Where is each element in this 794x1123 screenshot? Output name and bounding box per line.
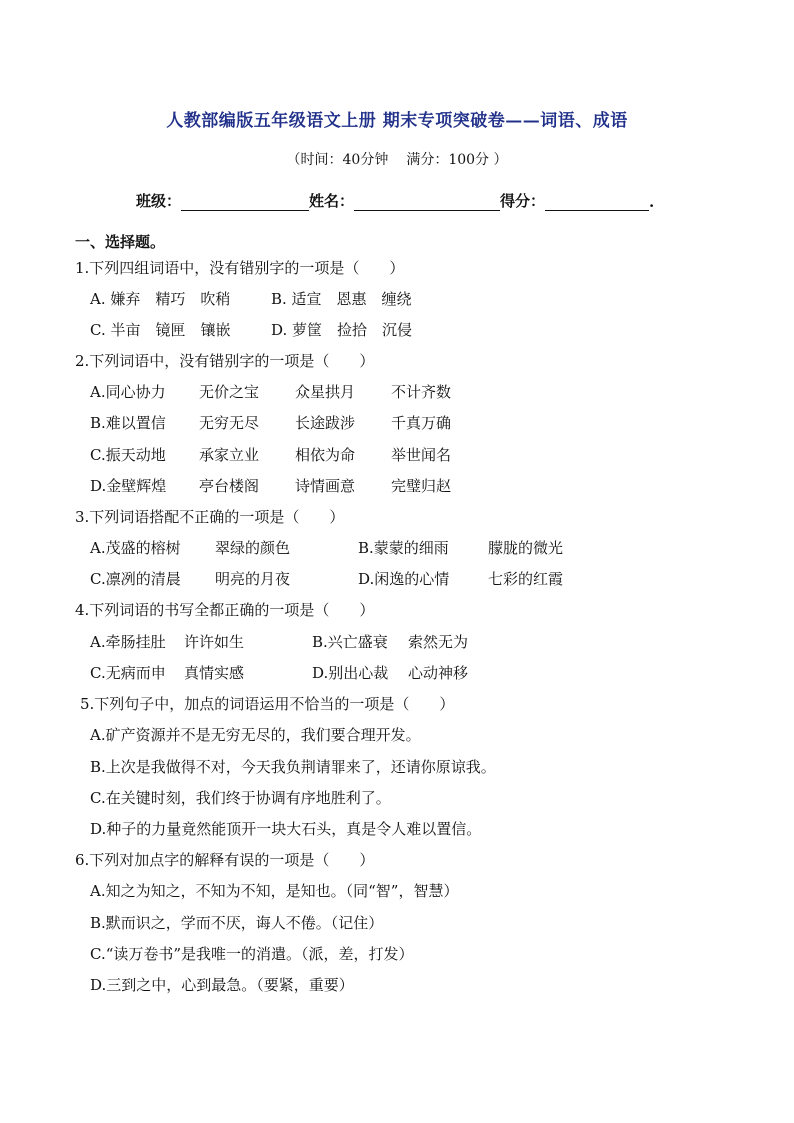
- question-1-stem: 1.下列四组词语中，没有错别字的一项是（ ）: [75, 259, 405, 277]
- class-label: 班级：: [136, 192, 182, 210]
- option-d[interactable]: D. 萝筐 捡拾 沉侵: [271, 321, 413, 339]
- option-d[interactable]: D.别出心裁: [312, 664, 389, 682]
- option-a[interactable]: A.矿产资源并不是无穷无尽的，我们要合理开发。: [90, 726, 421, 744]
- full-score: 满分：100分 ）: [406, 152, 508, 168]
- time-limit: （时间：40分钟: [286, 152, 389, 168]
- option-word: 无穷无尽: [199, 414, 260, 432]
- student-info-row: [136, 190, 654, 211]
- option-word: 千真万确: [391, 414, 452, 432]
- option-word: 许许如生: [184, 633, 245, 651]
- option-word: 承家立业: [199, 446, 260, 464]
- option-word: 举世闻名: [391, 446, 452, 464]
- option-word: 众星拱月: [295, 383, 356, 401]
- question-6-stem: 6.下列对加点字的解释有误的一项是（ ）: [75, 851, 375, 869]
- option-a[interactable]: A.知之为知之，不知为不知，是知也。（同“智”，智慧）: [90, 882, 459, 900]
- end-mark: .: [649, 193, 655, 211]
- question-3-stem: 3.下列词语搭配不正确的一项是（ ）: [75, 508, 345, 526]
- option-b[interactable]: B.蒙蒙的细雨: [358, 539, 449, 557]
- score-blank[interactable]: [545, 192, 649, 211]
- option-a[interactable]: A.同心协力: [90, 383, 166, 401]
- name-label: 姓名：: [309, 192, 355, 210]
- option-word: 心动神移: [408, 664, 469, 682]
- option-word: 不计齐数: [391, 383, 452, 401]
- class-blank[interactable]: [181, 192, 309, 211]
- option-b[interactable]: B.兴亡盛衰: [312, 633, 388, 651]
- option-a[interactable]: A. 嫌弃 精巧 吹稍: [90, 290, 231, 308]
- option-word: 相依为命: [295, 446, 356, 464]
- option-a[interactable]: A.茂盛的榕树: [90, 539, 181, 557]
- question-4-stem: 4.下列词语的书写全都正确的一项是（ ）: [75, 601, 375, 619]
- option-a[interactable]: A.牵肠挂肚: [90, 633, 166, 651]
- option-word: 索然无为: [408, 633, 469, 651]
- option-c[interactable]: C.“读万卷书”是我唯一的消遣。（派，差，打发）: [90, 945, 414, 963]
- option-d[interactable]: D.三到之中，心到最急。（要紧，重要）: [90, 976, 354, 994]
- score-label: 得分：: [500, 192, 546, 210]
- name-blank[interactable]: [354, 192, 500, 211]
- option-word: 七彩的红霞: [488, 570, 564, 588]
- option-b[interactable]: B. 适宣 恩惠 缠绕: [271, 290, 412, 308]
- option-word: 无价之宝: [199, 383, 260, 401]
- option-b[interactable]: B.上次是我做得不对，今天我负荆请罪来了，还请你原谅我。: [90, 758, 496, 776]
- option-c[interactable]: C.振天动地: [90, 446, 166, 464]
- option-word: 翠绿的颜色: [215, 539, 291, 557]
- option-c[interactable]: C. 半亩 镜匣 镶嵌: [90, 321, 231, 339]
- page-title: 人教部编版五年级语文上册 期末专项突破卷——词语、成语: [166, 111, 628, 131]
- option-c[interactable]: C.无病而申: [90, 664, 166, 682]
- option-b[interactable]: B.默而识之，学而不厌，诲人不倦。（记住）: [90, 914, 384, 932]
- option-word: 朦胧的微光: [488, 539, 564, 557]
- option-word: 诗情画意: [295, 477, 356, 495]
- option-word: 长途跋涉: [295, 414, 356, 432]
- option-c[interactable]: C.凛冽的清晨: [90, 570, 181, 588]
- option-b[interactable]: B.难以置信: [90, 414, 166, 432]
- option-word: 亭台楼阁: [199, 477, 260, 495]
- option-d[interactable]: D.金壁辉煌: [90, 477, 167, 495]
- question-2-stem: 2.下列词语中，没有错别字的一项是（ ）: [75, 352, 375, 370]
- option-c[interactable]: C.在关键时刻，我们终于协调有序地胜利了。: [90, 789, 391, 807]
- option-d[interactable]: D.种子的力量竟然能顶开一块大石头，真是令人难以置信。: [90, 820, 482, 838]
- option-d[interactable]: D.闲逸的心情: [358, 570, 450, 588]
- option-word: 完璧归赵: [391, 477, 452, 495]
- question-5-stem: 5.下列句子中，加点的词语运用不恰当的一项是（ ）: [80, 695, 455, 713]
- section-title: 一、选择题。: [75, 233, 166, 251]
- option-word: 真情实感: [184, 664, 245, 682]
- exam-meta: [0, 149, 794, 169]
- option-word: 明亮的月夜: [215, 570, 291, 588]
